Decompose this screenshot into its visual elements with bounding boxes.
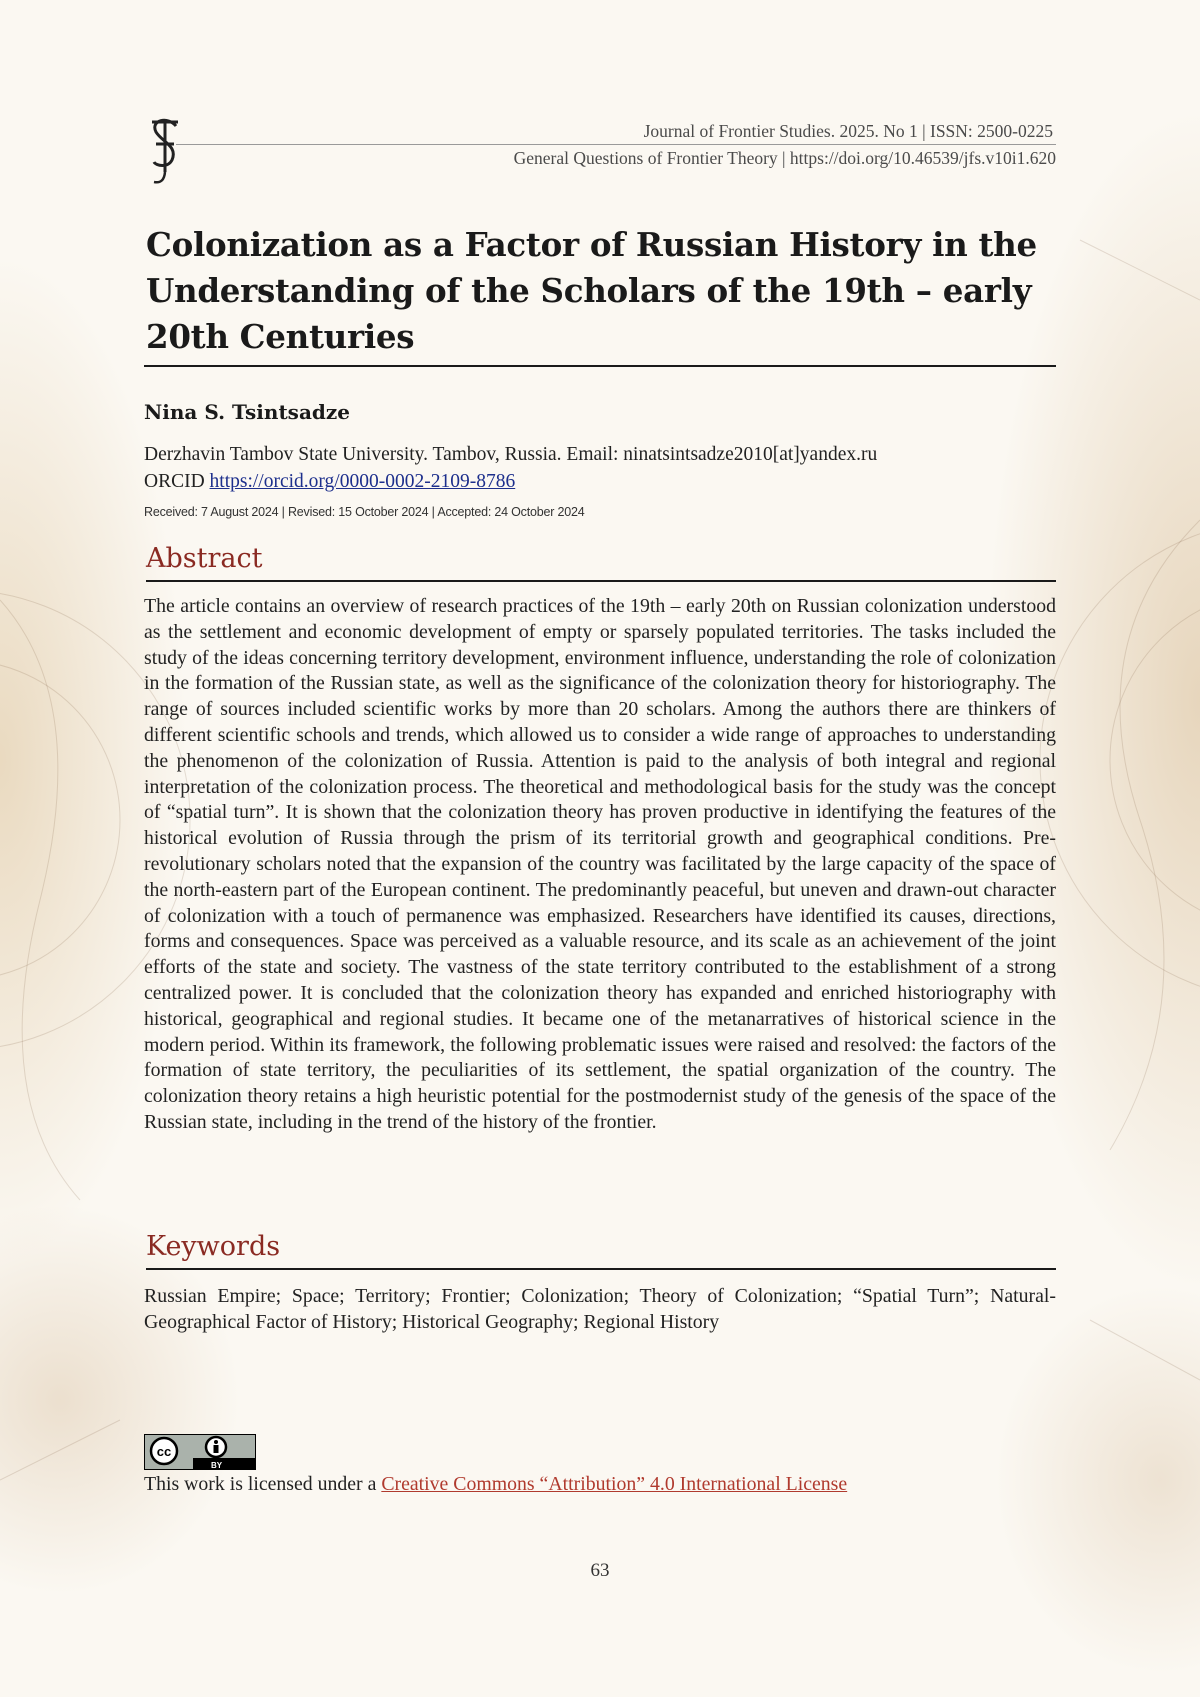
orcid-line: [144, 468, 1074, 495]
journal-header: [176, 118, 1056, 171]
author-affiliation-block: [144, 441, 1074, 495]
keywords-text: Russian Empire; Space; Territory; Frontier; Colonization; Theory of Colonization; “Spatial Turn”; Natural-Geographical Factor of History; Historical Geography; Regional History: [144, 1283, 1056, 1335]
badge-strip: [193, 1458, 255, 1469]
title-divider: [144, 365, 1056, 367]
orcid-link[interactable]: https://orcid.org/0000-0002-2109-8786: [210, 471, 516, 492]
submission-dates: Received: 7 August 2024 | Revised: 15 October 2024 | Accepted: 24 October 2024: [144, 505, 585, 519]
journal-info-line: Journal of Frontier Studies. 2025. No 1 | ISSN: 2500-0225: [176, 118, 1056, 145]
svg-text:cc: cc: [156, 1444, 170, 1459]
abstract-heading: Abstract: [146, 542, 1056, 582]
author-name: Nina S. Tsintsadze: [144, 400, 350, 424]
section-doi-line: General Questions of Frontier Theory | https://doi.org/10.46539/jfs.v10i1.620: [176, 145, 1056, 171]
keywords-heading: Keywords: [146, 1230, 1056, 1270]
article-title: Colonization as a Factor of Russian History in the Understanding of the Scholars of the 19th – early 20th Centuries: [146, 222, 1056, 360]
license-statement: [144, 1473, 847, 1496]
cc-by-license-badge[interactable]: [144, 1434, 256, 1470]
affiliation-text: Derzhavin Tambov State University. Tambov, Russia. Email: ninatsintsadze2010[at]yandex.ru: [144, 441, 1074, 468]
page-number: 63: [0, 1560, 1200, 1582]
license-prefix: This work is licensed under a: [144, 1473, 381, 1495]
orcid-label: ORCID: [144, 471, 205, 492]
badge-by-label: BY: [211, 1461, 222, 1470]
license-link[interactable]: Creative Commons “Attribution” 4.0 International License: [381, 1473, 847, 1495]
abstract-text: The article contains an overview of research practices of the 19th – early 20th on Russian colonization understood as the settlement and economic development of empty or sparsely populated territories. The tasks included the study of the ideas concerning territory development, environment influence, understanding the role of colonization in the formation of the Russian state, as well as the significance of the colonization theory for historiography. The range of sources included scientific works by more than 20 scholars. Among the authors there are thinkers of different scientific schools and trends, which allowed us to consider a wide range of approaches to understanding the phenomenon of the colonization of Russia. Attention is paid to the analysis of both integral and regional interpretation of the colonization process. The theoretical and methodological basis for the study was the concept of “spatial turn”. It is shown that the colonization theory has proven productive in identifying the features of the historical evolution of Russia through the prism of its territorial growth and geographical conditions. Pre-revolutionary scholars noted that the expansion of the country was facilitated by the large capacity of the space of the north-eastern part of the European continent. The predominantly peaceful, but uneven and drawn-out character of colonization with a touch of permanence was emphasized. Researchers have identified its causes, directions, forms and consequences. Space was perceived as a valuable resource, and its scale as an achievement of the joint efforts of the state and society. The vastness of the state territory contributed to the establishment of a strong centralized power. It is concluded that the colonization theory has expanded and enriched historiography with historical, geographical and regional studies. It became one of the metanarratives of historical science in the modern period. Within its framework, the following problematic issues were raised and resolved: the factors of the formation of state territory, the peculiarities of its settlement, the spatial organization of the country. The colonization theory retains a high heuristic potential for the postmodernist study of the genesis of the space of the Russian state, including in the trend of the history of the frontier.: [144, 594, 1056, 1136]
